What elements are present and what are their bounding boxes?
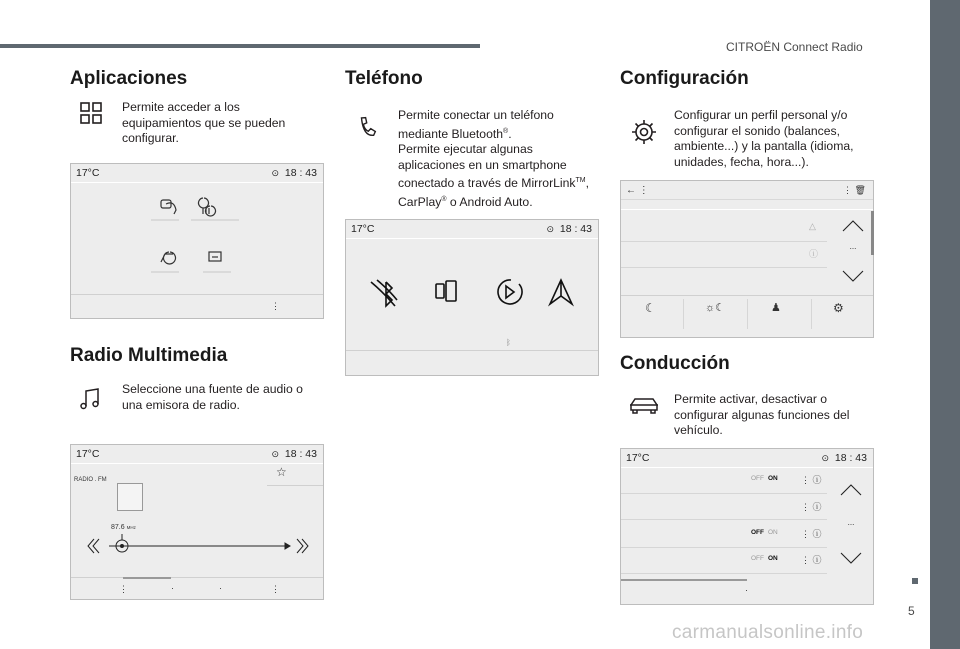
radio-title: Radio Multimedia — [70, 345, 228, 366]
music-note-icon — [80, 388, 100, 410]
profile-icon[interactable]: ♟ — [771, 302, 781, 314]
page-number: 5 — [908, 604, 915, 618]
svg-text:...: ... — [847, 518, 855, 527]
aplicaciones-screen — [70, 163, 324, 319]
temperature: 17°C — [76, 167, 100, 179]
favorite-star-icon[interactable]: ☆ — [276, 465, 287, 479]
dot-icon[interactable]: · — [171, 583, 174, 593]
aplicaciones-description: Permite acceder a los equipamientos que se pueden configurar. — [122, 100, 286, 145]
scroll-controls[interactable] — [839, 479, 863, 565]
telefono-screen — [345, 219, 599, 376]
car-icon — [628, 396, 660, 416]
watermark: carmanualsonline.info — [672, 622, 864, 643]
gear-icon — [630, 118, 658, 146]
trash-icon[interactable]: ⋮ 🗑 — [843, 185, 866, 195]
night-mode-icon[interactable]: ☾ — [645, 301, 656, 315]
warning-icon: △ — [809, 221, 816, 231]
frequency-slider[interactable] — [85, 533, 311, 559]
toggle-1[interactable]: OFF ON — [751, 475, 778, 482]
telefono-title: Teléfono — [345, 68, 423, 89]
toggle-2[interactable]: OFF ON — [751, 529, 778, 536]
dot-icon[interactable]: · — [219, 583, 222, 593]
configuracion-title: Configuración — [620, 68, 749, 89]
frequency-unit: MHz — [126, 525, 136, 530]
radio-screen — [70, 444, 324, 600]
status-bar: 17°C ⊙ 18 : 43 — [76, 448, 317, 460]
row-options-icon[interactable]: ⋮ ⓘ — [801, 502, 822, 512]
status-bar: 17°C ⊙ 18 : 43 — [626, 452, 867, 464]
progress-indicator — [621, 579, 747, 581]
menu-dots-icon[interactable]: ⋮ — [119, 584, 128, 594]
row-options-icon[interactable]: ⋮ ⓘ — [801, 555, 822, 565]
bluetooth-icon: ᛒ — [506, 338, 511, 347]
dot-icon[interactable]: · — [745, 585, 748, 595]
conduccion-title: Conducción — [620, 353, 730, 374]
phone-icon — [356, 116, 378, 138]
grid-icon — [80, 102, 102, 124]
conduccion-description: Permite activar, desactivar o configurar algunas funciones del vehículo. — [674, 392, 850, 437]
radio-description: Seleccione una fuente de audio o una emisora de radio. — [122, 382, 303, 412]
configuracion-description: Configurar un perfil personal y/o configurar el sonido (balances, ambiente...) y la pantalla (idioma, unidades, fecha, hora...). — [674, 108, 854, 169]
header-rule — [0, 44, 480, 48]
page-marker — [912, 578, 918, 584]
toggle-3[interactable]: OFF ON — [751, 555, 778, 562]
scrollbar[interactable] — [871, 211, 874, 255]
band-label: RADIO . FM — [74, 477, 107, 483]
more-icon[interactable]: ⋮ — [271, 301, 280, 311]
more-icon[interactable]: ⋮ — [271, 584, 280, 594]
conduccion-screen — [620, 448, 874, 605]
brand-header: CITROËN Connect Radio — [726, 40, 863, 54]
page-side-band — [930, 0, 960, 649]
frequency-value: 87.6 — [111, 524, 125, 531]
info-icon: ⓘ — [809, 249, 819, 259]
day-night-icon[interactable]: ☼☾ — [705, 302, 725, 314]
settings-gear-icon[interactable]: ⚙ — [833, 301, 844, 315]
back-arrow-icon[interactable]: ← ⋮ — [626, 185, 649, 196]
status-bar: 17°C ⊙ 18 : 43 — [76, 167, 317, 179]
aplicaciones-title: Aplicaciones — [70, 68, 188, 89]
scroll-controls[interactable] — [841, 217, 865, 283]
svg-text:...: ... — [849, 242, 857, 251]
row-options-icon[interactable]: ⋮ ⓘ — [801, 529, 822, 539]
station-artwork — [117, 483, 143, 511]
telefono-description: Permite conectar un teléfono mediante Bluetooth®. Permite ejecutar algunas aplicaciones en un smartphone conectado a través de MirrorLink™, CarPlay® o Android Auto. — [398, 108, 589, 209]
app-tiles[interactable] — [151, 194, 261, 274]
row-options-icon[interactable]: ⋮ ⓘ — [801, 475, 822, 485]
configuracion-screen — [620, 180, 874, 338]
clock: 18 : 43 — [284, 167, 317, 179]
status-bar: 17°C ⊙ 18 : 43 — [351, 223, 592, 235]
phone-app-icons[interactable] — [366, 276, 586, 310]
